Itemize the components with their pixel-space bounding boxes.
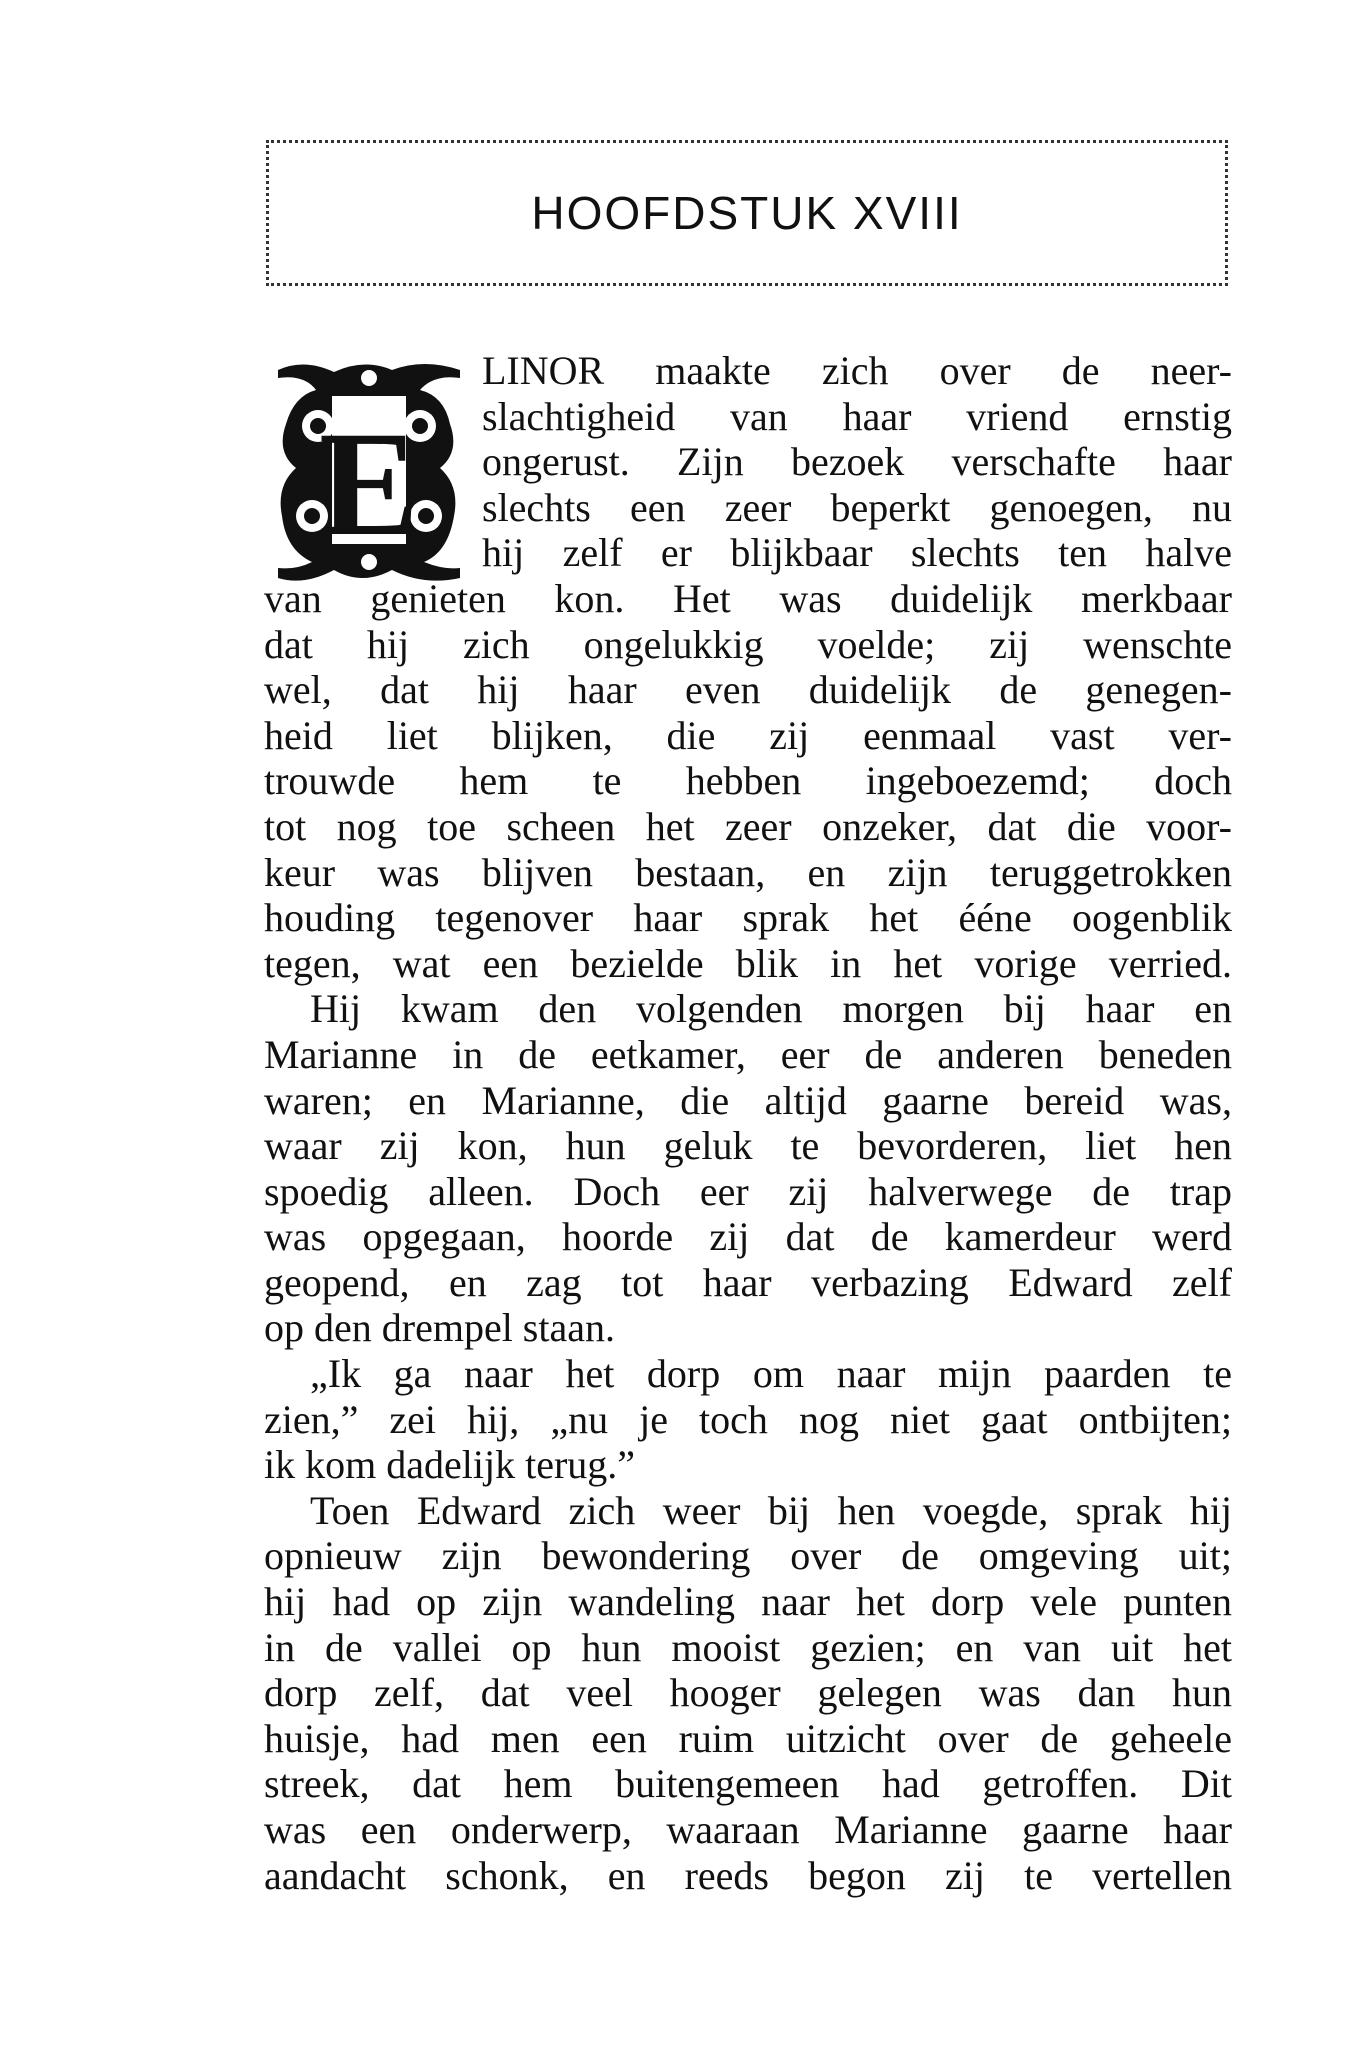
drop-cap-letter: E bbox=[318, 401, 420, 567]
text-line: waar zij kon, hun geluk te bevorderen, liet hen bbox=[264, 1123, 1232, 1169]
text-line: ik kom dadelijk terug.” bbox=[264, 1442, 636, 1488]
text-line: Toen Edward zich weer bij hen voegde, sprak hij bbox=[310, 1487, 1232, 1533]
text-line: streek, dat hem buitengemeen had getroffen. Dit bbox=[264, 1761, 1232, 1807]
text-line: op den drempel staan. bbox=[264, 1305, 615, 1351]
text-line: houding tegenover haar sprak het ééne oogenblik bbox=[264, 895, 1232, 941]
text-line: heid liet blijken, die zij eenmaal vast ver- bbox=[264, 712, 1232, 758]
text-line: van genieten kon. Het was duidelijk merkbaar bbox=[264, 575, 1232, 621]
text-line: Hij kwam den volgenden morgen bij haar en bbox=[310, 986, 1232, 1032]
text-line: opnieuw zijn bewondering over de omgeving uit; bbox=[264, 1533, 1232, 1579]
text-line: LINOR maakte zich over de neer- bbox=[482, 348, 1232, 393]
text-line: spoedig alleen. Doch eer zij halverwege de trap bbox=[264, 1168, 1232, 1214]
text-line: was opgegaan, hoorde zij dat de kamerdeur werd bbox=[264, 1214, 1232, 1260]
text-line: waren; en Marianne, die altijd gaarne bereid was, bbox=[264, 1077, 1232, 1123]
text-line: in de vallei op hun mooist gezien; en van uit het bbox=[264, 1624, 1232, 1670]
text-line: „Ik ga naar het dorp om naar mijn paarden te bbox=[310, 1351, 1232, 1397]
text-line: hij had op zijn wandeling naar het dorp vele punten bbox=[264, 1579, 1232, 1625]
text-line: huisje, had men een ruim uitzicht over de geheele bbox=[264, 1715, 1232, 1761]
text-line: wel, dat hij haar even duidelijk de genegen- bbox=[264, 667, 1232, 713]
chapter-heading-box bbox=[266, 140, 1228, 286]
text-line: slechts een zeer beperkt genoegen, nu bbox=[482, 484, 1232, 530]
text-line: keur was blijven bestaan, en zijn teruggetrokken bbox=[264, 849, 1232, 895]
text-line: Marianne in de eetkamer, eer de anderen beneden bbox=[264, 1031, 1232, 1077]
text-line: tegen, wat een bezielde blik in het vorige verried. bbox=[264, 940, 1232, 986]
text-line: ongerust. Zijn bezoek verschafte haar bbox=[482, 439, 1232, 485]
text-line: slachtigheid van haar vriend ernstig bbox=[482, 393, 1232, 439]
text-line: tot nog toe scheen het zeer onzeker, dat die voor- bbox=[264, 803, 1232, 849]
text-line: dorp zelf, dat veel hooger gelegen was dan hun bbox=[264, 1670, 1232, 1716]
chapter-title: HOOFDSTUK XVIII bbox=[531, 187, 963, 239]
text-line: was een onderwerp, waaraan Marianne gaarne haar bbox=[264, 1807, 1232, 1852]
text-line: hij zelf er blijkbaar slechts ten halve bbox=[482, 530, 1232, 576]
text-line: geopend, en zag tot haar verbazing Edward zelf bbox=[264, 1259, 1232, 1305]
text-line: zien,” zei hij, „nu je toch nog niet gaat ontbijten; bbox=[264, 1396, 1232, 1442]
text-line: aandacht schonk, en reeds begon zij te vertellen bbox=[264, 1852, 1232, 1898]
text-line: trouwde hem te hebben ingeboezemd; doch bbox=[264, 758, 1232, 804]
body-text bbox=[264, 348, 1232, 1898]
text-line: dat hij zich ongelukkig voelde; zij wenschte bbox=[264, 621, 1232, 667]
